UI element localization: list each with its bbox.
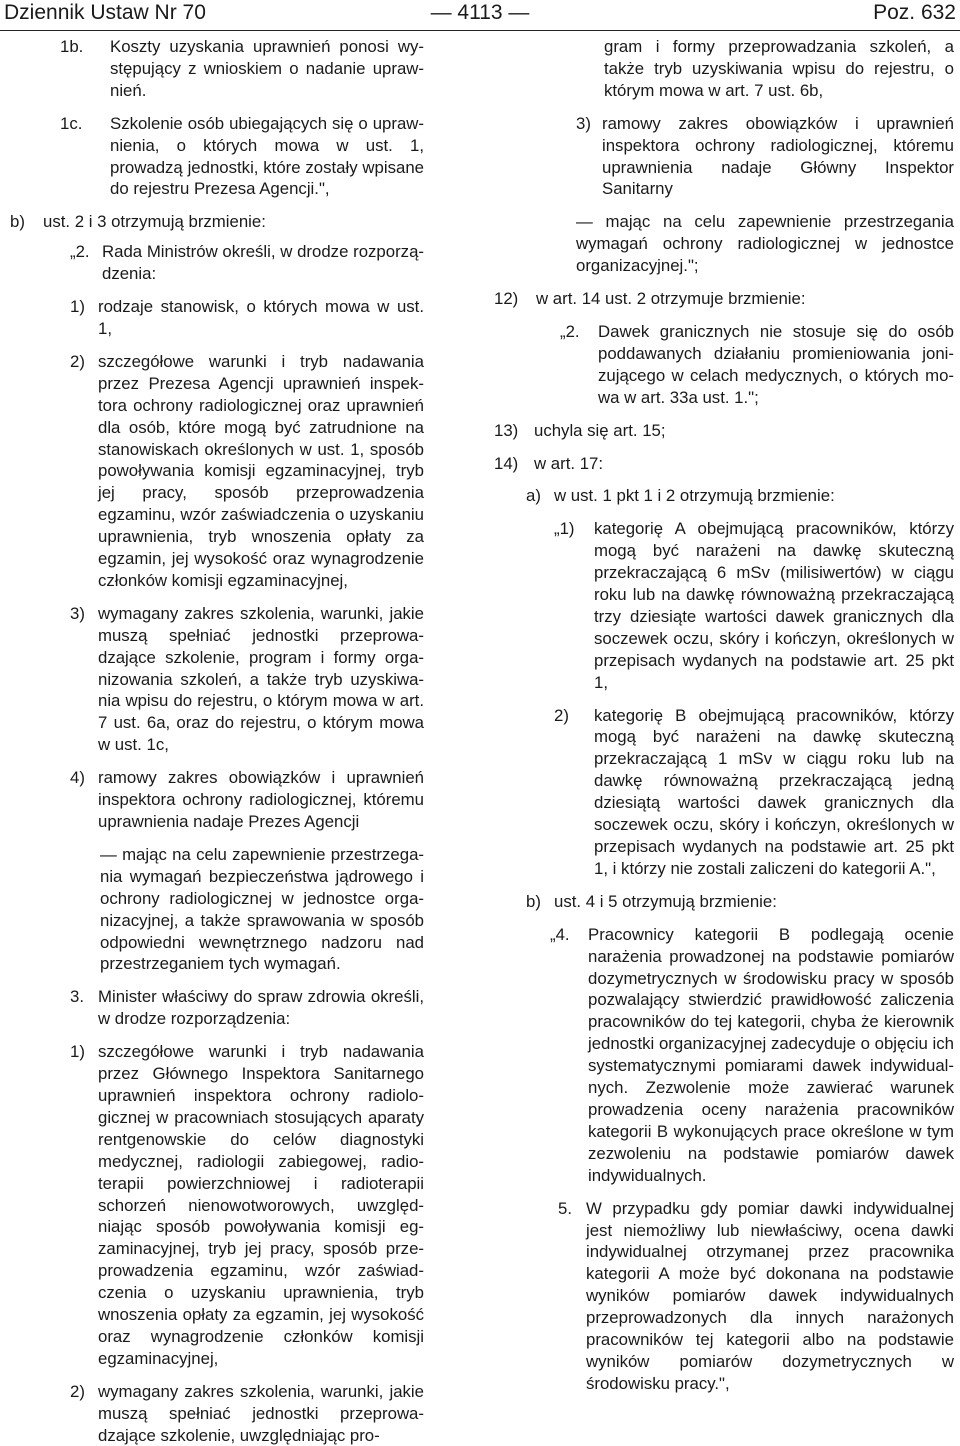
item-number: 1) (70, 297, 85, 317)
item-number: „1) (554, 519, 575, 539)
paragraph-text: Szkolenie osób ubiegających się o uprawnienia, o których mowa w ust. 1, prowadzą jednostki, które zostały wpisane do rejestru Prezesa Agencji.", (110, 113, 424, 199)
section-text: W przypadku gdy pomiar dawki indywidualnej jest niemożliwy lub niewłaściwy, ocena dawki indywidualnej otrzymanej przez pracownika kategorii A może być dokonana na podstawie wyników pomiarów dawek indywidualnych przeprowadzonych dla innych narażonych pracowników tej kategorii albo na podstawie wyników pomiarów dozymetrycznych w środowisku pracy.", (586, 1198, 954, 1393)
paragraph-number: 1c. (60, 113, 83, 133)
section-number: 3. (70, 987, 84, 1007)
item-text: wymagany zakres szkolenia, warunki, jakie muszą spełniać jednostki przeprowadzające szkolenie, program i formy organizowania szkoleń, a także tryb uzyskiwania wpisu do rejestru, o którym mowa w art. 7 ust. 6a, oraz do rejestru, o którym mowa w ust. 1c, (98, 603, 424, 755)
point-number: 13) (494, 420, 519, 440)
item-text: kategorię A obejmującą pracowników, którzy mogą być narażeni na dawkę skuteczną przekraczającą 6 mSv (milisiwertów) w ciągu roku lub na dawkę równoważną przekraczającą trzy dziesiąte wartości dawek granicznych dla soczewek oczu, skóry i kończyn, określonych w przepisach wydanych na podstawie art. 25 pkt 1, (594, 519, 954, 692)
item-text: wymagany zakres szkolenia, warunki, jakie muszą spełniać jednostki przeprowadzające szkolenie, uwzględniając pro- (98, 1381, 424, 1445)
subpoint-letter: b) (10, 212, 25, 232)
quoted-item-2 (494, 705, 954, 880)
section-number: „2. (70, 242, 90, 262)
list-item-2 (10, 1381, 424, 1446)
quoted-section-2 (494, 321, 954, 409)
continued-text (494, 36, 954, 102)
right-column (494, 36, 954, 1395)
section-text: Minister właściwy do spraw zdrowia określi, w drodze rozporządzenia: (98, 987, 424, 1029)
section-number: „2. (560, 321, 580, 341)
paragraph-1c (10, 113, 424, 201)
item-number: 2) (554, 705, 569, 725)
list-item-4 (10, 767, 424, 833)
item-number: 2) (70, 351, 85, 371)
item-text: szczegółowe warunki i tryb nadawania przez Prezesa Agencji uprawnień inspektora ochrony radiologicznej oraz uprawnień dla osób, które mogą być zatrudnione na stanowiskach określonych w ust. 1, sposób powoływania komisji egzaminacyjnej, tryb jej pracy, sposób przeprowadzenia egzaminu, wzór zaświadczenia o uzyskaniu uprawnienia, tryb wnoszenia opłaty za egzamin, jej wysokość oraz wynagrodzenie członków komisji egzaminacyjnej, (98, 351, 424, 590)
item-number: 3) (576, 113, 591, 133)
subpoint-text: w ust. 1 pkt 1 i 2 otrzymują brzmienie: (554, 486, 835, 506)
point-text: w art. 17: (534, 453, 604, 473)
clause-text: — mając na celu zapewnienie przestrzegania wymagań ochrony radiologicznej w jednostce organizacyjnej."; (576, 212, 954, 276)
subpoint-text: ust. 2 i 3 otrzymują brzmienie: (43, 212, 266, 232)
dash-clause (494, 211, 954, 277)
list-item-1 (10, 296, 424, 340)
point-14 (494, 453, 954, 475)
journal-title: Dziennik Ustaw Nr 70 (4, 1, 206, 24)
point-number: 14) (494, 453, 519, 473)
dash-clause (10, 844, 424, 975)
point-text: uchyla się art. 15; (534, 420, 666, 440)
item-text: szczegółowe warunki i tryb nadawania przez Głównego Inspektora Sanitarnego uprawnień inspektora ochrony radiologicznej w pracowniach stosujących aparaty rentgenowskie do celów diagnostyki medycznej, radiologii zabiegowej, radioterapii powierzchniowej i radioterapii schorzeń nienowotworowych, uwzględniając sposób powoływania komisji egzaminacyjnej, tryb jej pracy, sposób przeprowadzenia egzaminu, wzór zaświadczenia o uzyskaniu uprawnienia, tryb wnoszenia opłaty za egzamin, jej wysokość oraz wynagrodzenie członków komisji egzaminacyjnej, (98, 1042, 424, 1368)
point-13 (494, 420, 954, 442)
clause-text: — mając na celu zapewnienie przestrzegania wymagań bezpieczeństwa jądrowego i ochrony radiologicznej w jednostce organizacyjnej, a także sprawowania w sposób odpowiedni wewnętrznego nadzoru nad przestrzeganiem tych wymagań. (100, 844, 424, 974)
point-12 (494, 288, 954, 310)
quoted-section-4 (494, 924, 954, 1187)
paragraph-1b (10, 36, 424, 102)
item-number: 3) (70, 603, 85, 623)
point-text: w art. 14 ust. 2 otrzymuje brzmienie: (536, 289, 806, 309)
subpoint-b (10, 211, 424, 233)
section-text: Dawek granicznych nie stosuje się do osób poddawanych działaniu promieniowania jonizującego w celach medycznych, o których mowa w art. 33a ust. 1."; (598, 321, 954, 407)
section-2 (10, 241, 424, 285)
section-3 (10, 986, 424, 1030)
list-item-1 (10, 1041, 424, 1370)
page-number: — 4113 — (430, 1, 530, 24)
subpoint-b (494, 891, 954, 913)
section-number: „4. (550, 924, 570, 944)
page-header (0, 0, 960, 31)
list-item-3 (10, 603, 424, 756)
paragraph-text: gram i formy przeprowadzania szkoleń, a także tryb uzyskiwania wpisu do rejestru, o którym mowa w art. 7 ust. 6b, (604, 37, 954, 100)
subpoint-letter: a) (526, 486, 541, 506)
list-item-2 (10, 351, 424, 592)
subpoint-letter: b) (526, 891, 541, 911)
item-number: 1) (70, 1042, 85, 1062)
item-text: rodzaje stanowisk, o których mowa w ust. 1, (98, 297, 424, 338)
item-number: 4) (70, 768, 85, 788)
subpoint-a (494, 485, 954, 507)
item-text: ramowy zakres obowiązków i uprawnień inspektora ochrony radiologicznej, któremu uprawnienia nadaje Prezes Agencji (98, 768, 424, 831)
item-number: 2) (70, 1381, 85, 1401)
item-text: kategorię B obejmującą pracowników, którzy mogą być narażeni na dawkę skuteczną przekraczającą 1 mSv w ciągu roku lub na dawkę równoważną przekraczającą jedną dziesiątą wartości dawek granicznych dla soczewek oczu, skóry i kończyn, określonych w przepisach wydanych na podstawie art. 25 pkt 1, i którzy nie zostali zaliczeni do kategorii A.", (594, 705, 954, 878)
section-number: 5. (558, 1198, 572, 1218)
left-column (10, 36, 424, 1446)
paragraph-text: Koszty uzyskania uprawnień ponosi występujący z wnioskiem o nadanie uprawnień. (110, 37, 424, 100)
section-5 (494, 1198, 954, 1395)
item-text: ramowy zakres obowiązków i uprawnień inspektora ochrony radiologicznej, któremu uprawnienia nadaje Główny Inspektor Sanitarny (602, 113, 954, 199)
point-number: 12) (494, 289, 519, 309)
section-text: Rada Ministrów określi, w drodze rozporządzenia: (102, 242, 424, 284)
quoted-item-1 (494, 518, 954, 693)
paragraph-number: 1b. (60, 37, 84, 56)
position-number: Poz. 632 (873, 1, 956, 24)
subpoint-text: ust. 4 i 5 otrzymują brzmienie: (554, 891, 777, 911)
section-text: Pracownicy kategorii B podlegają ocenie narażenia prowadzonej na podstawie pomiarów dozymetrycznych w środowisku pracy w sposób pozwalający stwierdzić prawidłowość zaliczenia pracowników do tej kategorii, chyba że kierownik jednostki organizacyjnej zadecyduje o objęciu ich systematycznymi pomiarami dawek indywidualnych. Zezwolenie może zawierać warunek prowadzenia oceny narażenia pracowników kategorii B wykonujących prace określone w tym zezwoleniu na podstawie pomiarów dawek indywidualnych. (588, 924, 954, 1185)
list-item-3 (494, 113, 954, 201)
